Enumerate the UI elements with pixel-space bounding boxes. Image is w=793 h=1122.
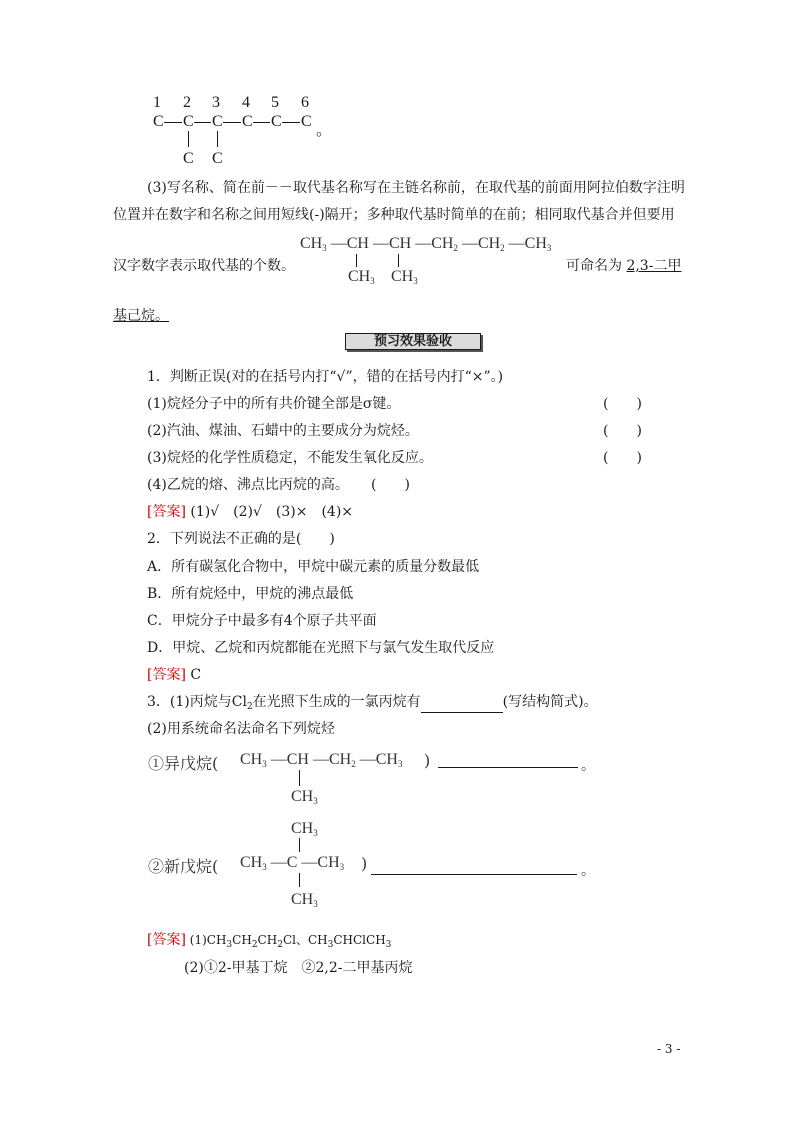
chain-carbon: C [242, 113, 253, 130]
chain-number: 1 [153, 94, 161, 111]
isopentane-close-paren: ) [424, 751, 431, 770]
q3-stem: 3．(1)丙烷与$Cl_2$在光照下生成的一氯丙烷有 (写结构简式)。 [147, 694, 598, 712]
q2-answer [147, 664, 201, 684]
q2-answer-text: C [190, 667, 202, 683]
chain-number: 6 [301, 94, 309, 111]
page-number: - 3 - [657, 1042, 681, 1056]
rule3-answer-part2: 基己烷。 [113, 308, 169, 324]
answer-blank [371, 874, 577, 875]
isopentane-label: ①异戊烷( [148, 754, 219, 773]
bond [356, 254, 357, 267]
q2-option-a: A．所有碳氢化合物中，甲烷中碳元素的质量分数最低 [147, 559, 480, 575]
q1-item-paren: ( ) [603, 423, 642, 439]
bond [282, 122, 300, 123]
rule3-line2: 位置并在数字和名称之间用短线(-)隔开；多种取代基时简单的在前；相同取代基合并但要用 [113, 207, 675, 223]
q1-item-paren: ( ) [603, 396, 642, 412]
chain-end-mark: 。 [316, 122, 333, 139]
neopentane-top-branch: $CH_3$ [291, 820, 318, 838]
chain-carbon: C [271, 113, 282, 130]
isopentane-end-mark: 。 [581, 758, 595, 774]
bond [299, 838, 300, 852]
answer-blank [421, 696, 503, 713]
bond [253, 122, 270, 123]
neopentane-end-mark: 。 [581, 863, 595, 879]
bond [299, 873, 300, 887]
q1-answer [147, 501, 353, 521]
q2-option-c: C．甲烷分子中最多有4个原子共平面 [147, 613, 377, 629]
q2-option-b: B．所有烷烃中，甲烷的沸点最低 [147, 586, 354, 602]
neopentane-label: ②新戊烷( [148, 857, 219, 876]
chain-carbon: C [183, 113, 194, 130]
q1-answer-text: (1)√ (2)√ (3)× (4)× [190, 504, 354, 520]
bond [188, 131, 189, 147]
formula-branch: $CH_3$ [391, 268, 418, 286]
q1-item: (2)汽油、煤油、石蜡中的主要成分为烷烃。 [147, 423, 419, 439]
rule3-suffix-text: 可命名为 [566, 258, 622, 274]
q1-item: (4)乙烷的熔、沸点比丙烷的高。 [147, 477, 349, 493]
rule3-line1: (3)写名称、简在前－－取代基名称写在主链名称前，在取代基的前面用阿拉伯数字注明 [147, 180, 685, 196]
q1-stem: 1．判断正误(对的在括号内打“√”，错的在括号内打“×”。) [147, 369, 504, 385]
chain-carbon: C [212, 113, 223, 130]
bond [299, 770, 300, 786]
bond [194, 122, 211, 123]
answer-blank [438, 767, 578, 768]
chain-number: 3 [212, 94, 220, 111]
chain-branch-carbon: C [183, 150, 194, 167]
q3-answer1: [答案] $(1)CH_3CH_2CH_2Cl$、$CH_3CHClCH_3$ [147, 932, 392, 950]
q3-part2: (2)用系统命名法命名下列烷烃 [147, 721, 335, 737]
q2-stem: 2．下列说法不正确的是( ) [147, 531, 335, 547]
q2-option-d: D．甲烷、乙烷和丙烷都能在光照下与氯气发生取代反应 [147, 640, 495, 656]
formula-branch: $CH_3$ [348, 268, 375, 286]
rule3-answer-part1: 2,3-二甲 [626, 258, 682, 274]
q3-answer2: (2)①2-甲基丁烷 ②2,2-二甲基丙烷 [184, 960, 413, 976]
neopentane-close-paren: ) [361, 854, 368, 873]
neopentane-bottom-branch: $CH_3$ [291, 891, 318, 909]
neopentane-formula: $CH_3$ —C $—CH_3$ [240, 854, 345, 872]
bond [217, 131, 218, 147]
bond [164, 122, 182, 123]
isopentane-branch: $CH_3$ [291, 788, 318, 806]
bond [223, 122, 241, 123]
rule3-line3-prefix: 汉字数字表示取代基的个数。 [113, 258, 295, 274]
chain-carbon: C [153, 113, 164, 130]
answer-tag: [答案] [147, 932, 186, 948]
answer-tag: [答案] [147, 667, 186, 683]
chain-number: 5 [271, 94, 279, 111]
answer-tag: [答案] [147, 504, 186, 520]
bond [398, 254, 399, 267]
q1-item-paren: ( ) [371, 477, 410, 493]
q1-item-paren: ( ) [603, 450, 642, 466]
chain-carbon: C [301, 113, 312, 130]
chain-number: 2 [183, 94, 191, 111]
q1-item: (1)烷烃分子中的所有共价键全部是σ键。 [147, 396, 401, 412]
q1-item: (3)烷烃的化学性质稳定，不能发生氧化反应。 [147, 450, 433, 466]
structural-formula-main: $CH_3$ —CH —CH $—CH_2$ $—CH_2$ $—CH_3$ [300, 235, 552, 253]
chain-number: 4 [242, 94, 250, 111]
chain-branch-carbon: C [212, 150, 223, 167]
isopentane-formula: $CH_3$ —CH $—CH_2$ $—CH_3$ [240, 751, 403, 769]
rule3-suffix [566, 255, 681, 275]
section-title: 预习效果验收 [345, 333, 481, 350]
